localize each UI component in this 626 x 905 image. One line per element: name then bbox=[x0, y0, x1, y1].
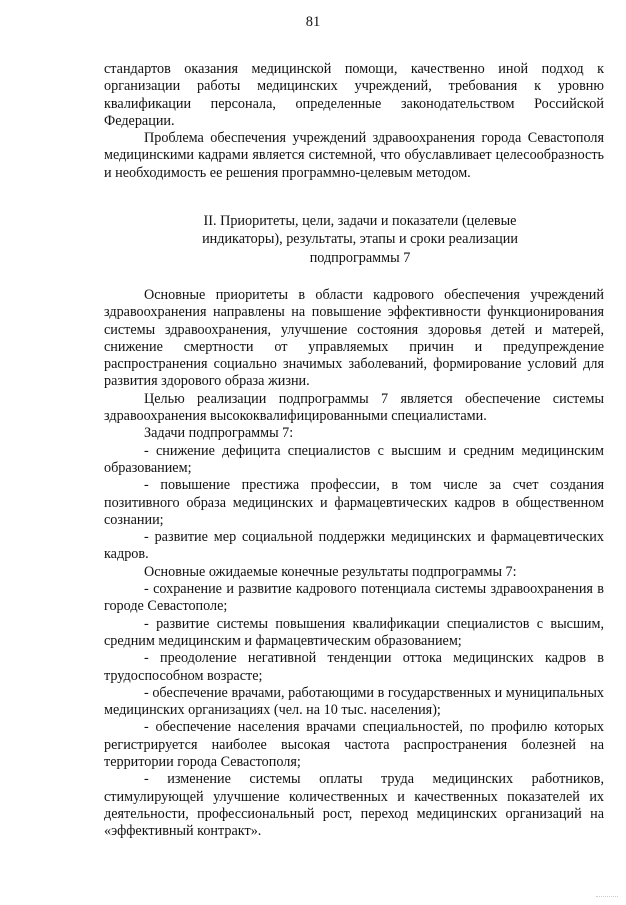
scan-artifact bbox=[596, 896, 618, 901]
paragraph: Целью реализации подпрограммы 7 является обеспечение системы здравоохранения высококвалифицированными специалистами. bbox=[104, 390, 604, 425]
paragraph: Проблема обеспечения учреждений здравоохранения города Севастополя медицинскими кадрами является системной, что обуславливает целесообразность и необходимость ее решения программно-целевым методом. bbox=[104, 130, 604, 181]
paragraph: Основные ожидаемые конечные результаты подпрограммы 7: bbox=[144, 563, 517, 580]
list-item: - преодоление негативной тенденции оттока медицинских кадров в трудоспособном возрасте; bbox=[104, 650, 604, 684]
list-item: - изменение системы оплаты труда медицинских работников, стимулирующей улучшение количественных и качественных показателей их деятельности, профессиональный рост, переход медицинских организаций на «эффективный контракт». bbox=[104, 771, 604, 840]
section-heading-line: индикаторы), результаты, этапы и сроки реализации bbox=[202, 231, 518, 248]
list-item: - обеспечение врачами, работающими в государственных и муниципальных медицинских организациях (чел. на 10 тыс. населения); bbox=[104, 684, 604, 719]
section-heading-line: II. Приоритеты, цели, задачи и показатели (целевые bbox=[203, 213, 517, 229]
list-item: - развитие мер социальной поддержки медицинских и фармацевтических кадров. bbox=[104, 529, 604, 563]
page-number: 81 bbox=[305, 14, 321, 30]
list-item: - снижение дефицита специалистов с высшим и средним медицинским образованием; bbox=[104, 442, 604, 476]
list-item: - сохранение и развитие кадрового потенциала системы здравоохранения в городе Севастополе; bbox=[104, 581, 604, 615]
paragraph: Задачи подпрограммы 7: bbox=[144, 425, 294, 442]
paragraph: стандартов оказания медицинской помощи, качественно иной подход к организации работы медицинских учреждений, требования к уровню квалификации персонала, определенные законодательством Российской Федерации. bbox=[104, 61, 604, 129]
section-body bbox=[104, 287, 604, 841]
list-item: - повышение престижа профессии, в том числе за счет создания позитивного образа медицинских и фармацевтических кадров в общественном сознании; bbox=[104, 477, 604, 528]
list-item: - развитие системы повышения квалификации специалистов с высшим, средним медицинским и фармацевтическим образованием; bbox=[104, 615, 604, 649]
paragraph: Основные приоритеты в области кадрового обеспечения учреждений здравоохранения направлены на повышение эффективности функционирования системы здравоохранения, улучшение состояния здоровья детей и матерей, снижение смертности от управляемых причин и предупреждение распространения социально значимых заболеваний, формирование условий для развития здорового образа жизни. bbox=[104, 287, 604, 390]
section-heading-line: подпрограммы 7 bbox=[309, 249, 411, 266]
section-heading bbox=[110, 212, 610, 267]
list-item: - обеспечение населения врачами специальностей, по профилю которых регистрируется наиболее высокая частота распространения болезней на территории города Севастополя; bbox=[104, 719, 604, 771]
intro-text bbox=[104, 61, 604, 182]
